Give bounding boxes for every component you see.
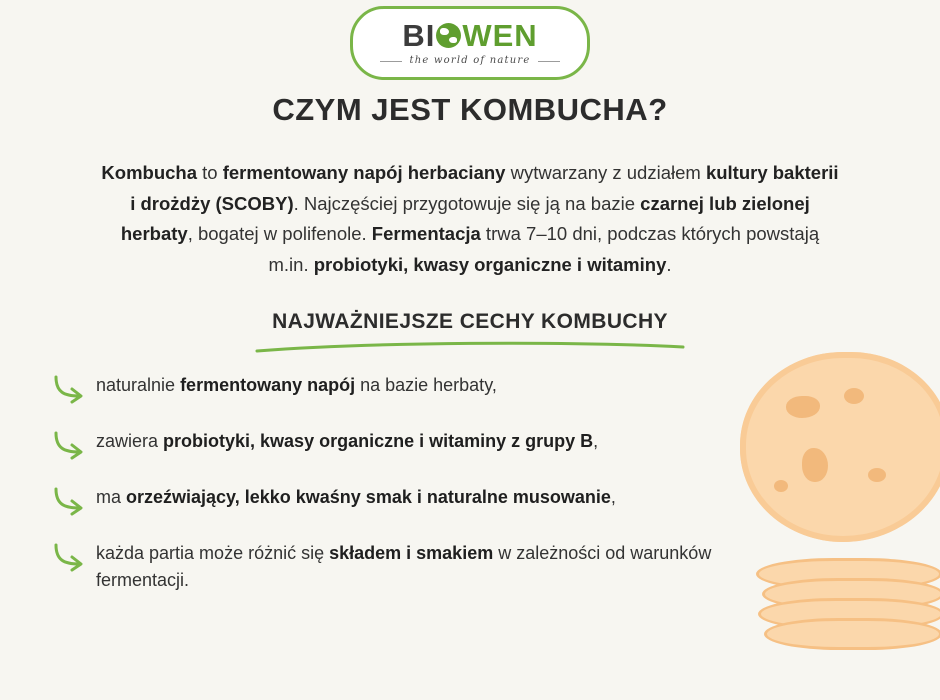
underline-swoosh-icon (255, 340, 685, 354)
logo-text-part1: BI (402, 18, 436, 53)
list-item-text: naturalnie fermentowany napój na bazie herbaty, (96, 375, 497, 396)
list-item-text: każda partia może różnić się składem i smakiem w zależności od warunków fermentacji. (96, 543, 712, 591)
list-item (52, 540, 752, 594)
list-item-text: ma orzeźwiający, lekko kwaśny smak i naturalne musowanie, (96, 487, 616, 508)
curved-arrow-icon (52, 430, 86, 460)
curved-arrow-icon (52, 486, 86, 516)
curved-arrow-icon (52, 542, 86, 572)
logo-tagline: the world of nature (409, 55, 531, 66)
pancake-layer (764, 618, 940, 650)
list-item (52, 428, 752, 460)
section-subtitle: NAJWAŻNIEJSZE CECHY KOMBUCHY (272, 310, 668, 334)
list-item (52, 484, 752, 516)
list-item (52, 372, 752, 404)
curved-arrow-icon (52, 374, 86, 404)
page-title: CZYM JEST KOMBUCHA? (272, 92, 668, 127)
feature-list (52, 372, 752, 594)
intro-paragraph: Kombucha to fermentowany napój herbaciany wytwarzany z udziałem kultury bakterii i drożdży (SCOBY). Najczęściej przygotowuje się ją na bazie czarnej lub zielonej herbaty, bogatej w polifenole. Fermentacja trwa 7–10 dni, podczas których powstają m.in. probiotyki, kwasy organiczne i witaminy. (101, 162, 839, 275)
list-item-text: zawiera probiotyki, kwasy organiczne i witaminy z grupy B, (96, 431, 599, 452)
logo-text-part2: WEN (462, 18, 538, 53)
